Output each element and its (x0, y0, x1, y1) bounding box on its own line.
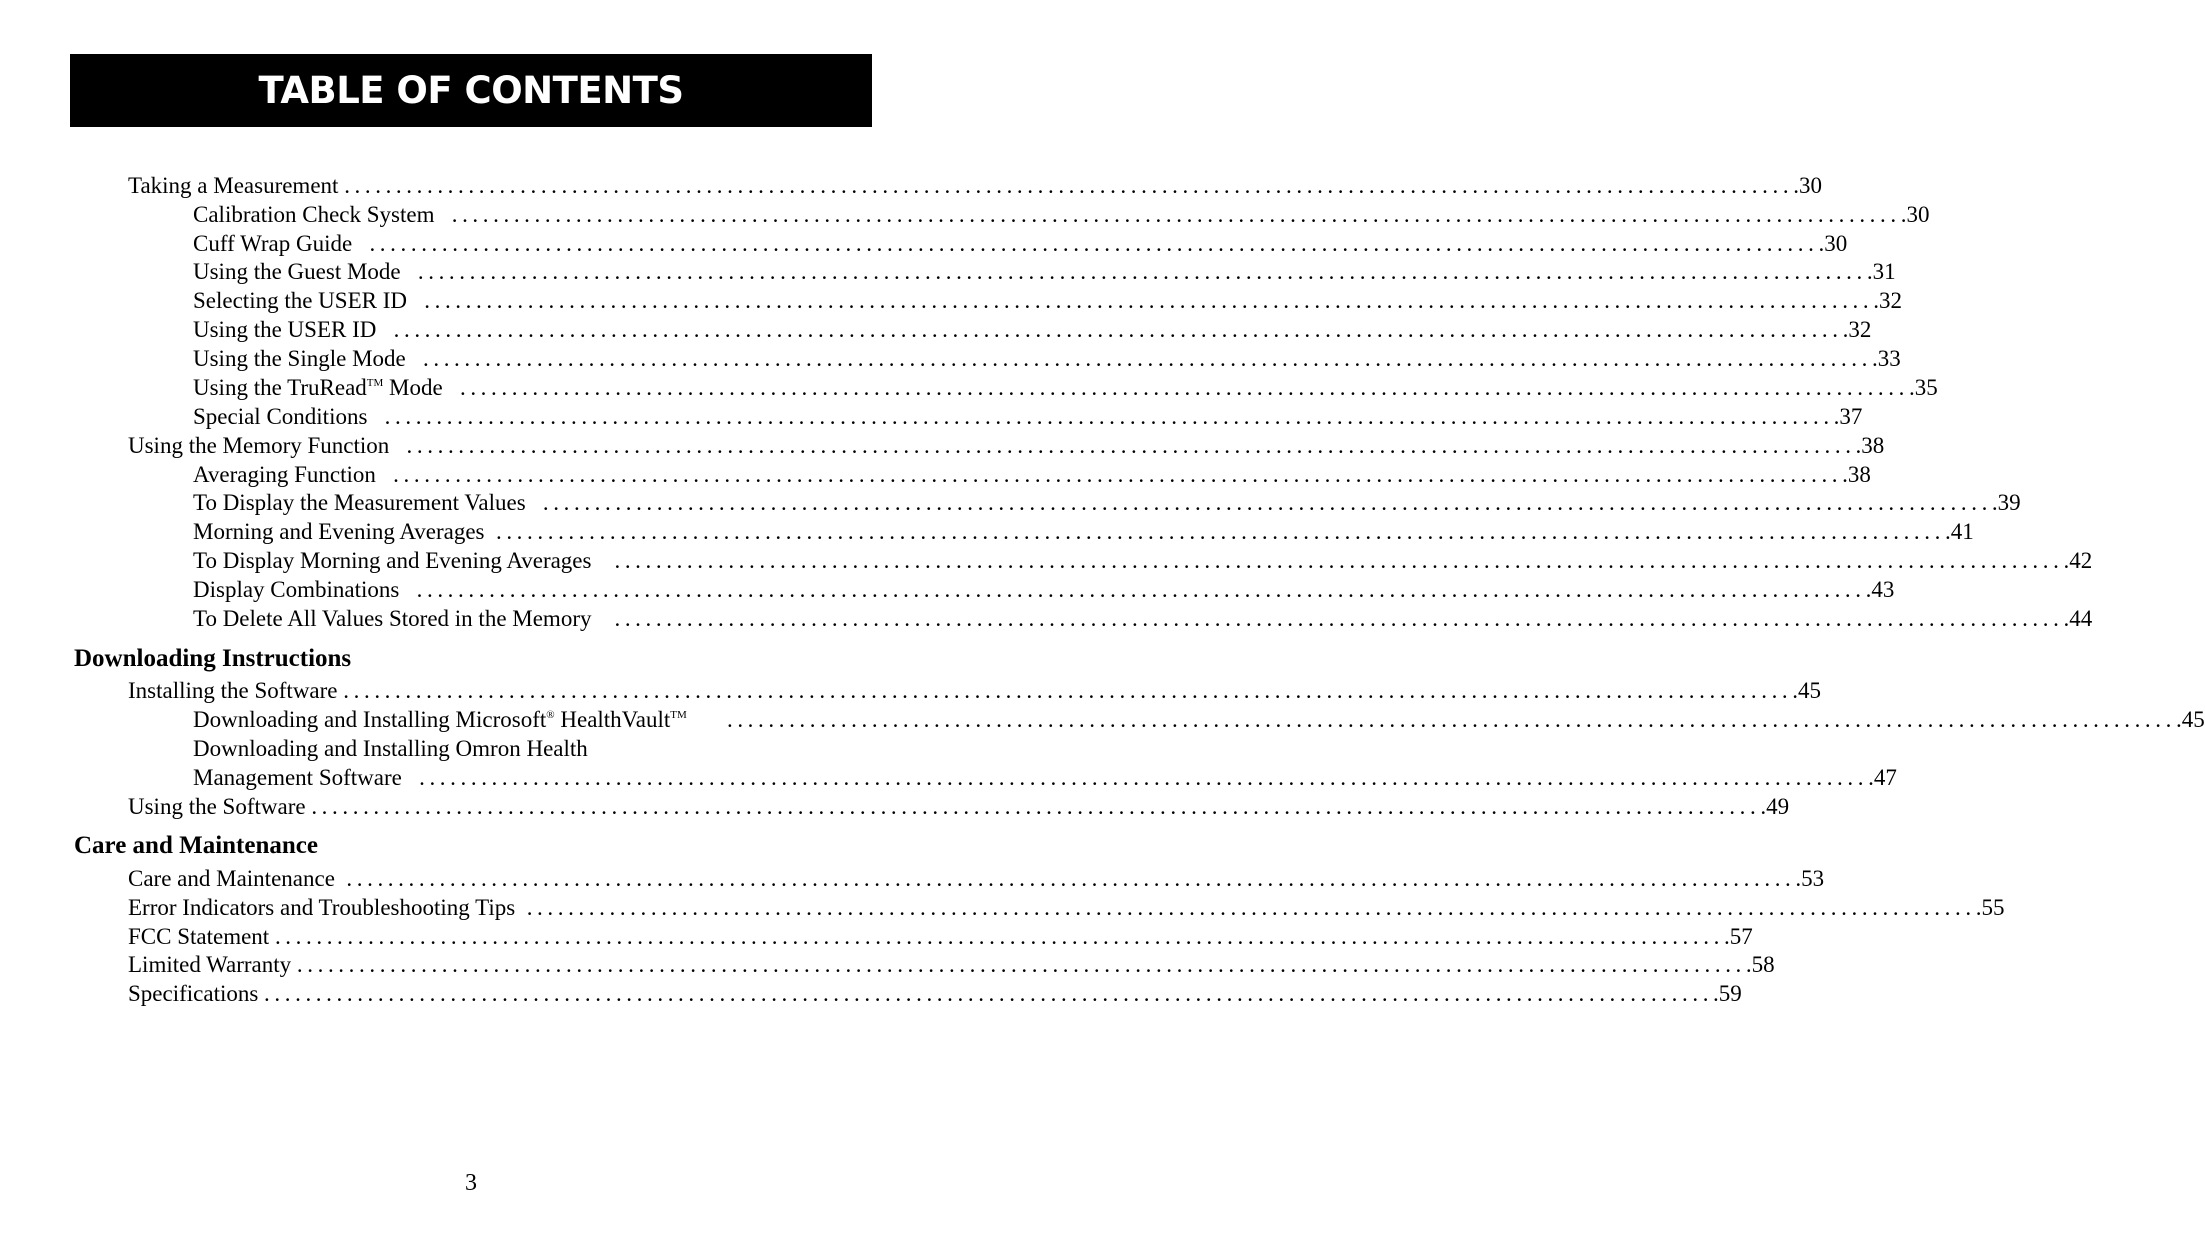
toc-page-number: .49 (1760, 794, 1790, 819)
dot-leader: ............................................................................................................................................ (393, 317, 1843, 342)
toc-entry: Special Conditions ............................................................................................................................................ .37 (193, 404, 1863, 429)
toc-page-number: .35 (1908, 375, 1938, 400)
toc-entry: Morning and Evening Averages ............................................................................................................................................ .41 (193, 519, 1974, 544)
dot-leader: ............................................................................................................................................ (526, 895, 1976, 920)
dot-leader: ............................................................................................................................................ (384, 404, 1834, 429)
title-banner (70, 54, 872, 127)
dot-leader: ............................................................................................................................................ (424, 288, 1874, 313)
dot-leader: ............................................................................................................................................ (451, 202, 1901, 227)
section-heading-downloading: Downloading Instructions (74, 645, 352, 672)
dot-leader: ............................................................................................................................................ (459, 375, 1909, 400)
registered-mark: ® (546, 709, 555, 721)
toc-entry: Installing the Software ............................................................................................................................................ .45 (128, 678, 1822, 703)
dot-leader: ............................................................................................................................................ (406, 433, 1856, 458)
dot-leader: ............................................................................................................................................ (423, 346, 1872, 371)
toc-page-number: .57 (1723, 924, 1753, 949)
toc-page-number: .39 (1991, 490, 2021, 515)
toc-page-number: .37 (1833, 404, 1863, 429)
toc-page-number: .32 (1842, 317, 1872, 342)
toc-entry: Downloading and Installing Microsoft® HealthVault™ ............................................................................................................................................ .45 (193, 707, 2205, 732)
dot-leader: ............................................................................................................................................ (264, 981, 1714, 1006)
toc-page-number: .41 (1944, 519, 1974, 544)
dot-leader: ............................................................................................................................................ (311, 794, 1761, 819)
toc-entry: Using the Software ............................................................................................................................................ .49 (128, 794, 1790, 819)
dot-leader: ............................................................................................................................................ (343, 678, 1793, 703)
dot-leader: ............................................................................................................................................ (614, 606, 2064, 631)
toc-page-number: .55 (1975, 895, 2005, 920)
toc-entry: Error Indicators and Troubleshooting Tips ............................................................................................................................................ .55 (128, 895, 2005, 920)
dot-leader: ............................................................................................................................................ (614, 548, 2064, 573)
dot-leader: ............................................................................................................................................ (542, 490, 1992, 515)
toc-page-number: .30 (1793, 173, 1822, 198)
toc-page-number: .31 (1866, 259, 1896, 284)
toc-page-number: .58 (1745, 952, 1775, 977)
toc-page-number: .43 (1865, 577, 1895, 602)
dot-leader: ............................................................................................................................................ (417, 259, 1867, 284)
toc-entry: Using the TruRead™ Mode ............................................................................................................................................ .35 (193, 375, 1938, 400)
dot-leader: ............................................................................................................................................ (393, 462, 1843, 487)
toc-entry: Calibration Check System ............................................................................................................................................ .30 (193, 202, 1930, 227)
toc-entry: Specifications ............................................................................................................................................ .59 (128, 981, 1742, 1006)
dot-leader: ............................................................................................................................................ (346, 866, 1796, 891)
toc-entry: Averaging Function ............................................................................................................................................ .38 (193, 462, 1871, 487)
dot-leader: ............................................................................................................................................ (274, 924, 1724, 949)
toc-page-number: .30 (1818, 231, 1848, 256)
toc-page-number: .30 (1900, 202, 1930, 227)
toc-page-number: .45 (2175, 707, 2205, 732)
page-number: 3 (465, 1170, 477, 1196)
toc-entry: Taking a Measurement ............................................................................................................................................ .30 (128, 173, 1822, 198)
section-heading-care: Care and Maintenance (74, 832, 318, 859)
toc-entry: Using the USER ID ............................................................................................................................................ .32 (193, 317, 1872, 342)
toc-page-number: .53 (1795, 866, 1825, 891)
trademark-mark: TM (670, 709, 687, 721)
toc-entry: Management Software ............................................................................................................................................ .47 (193, 765, 1897, 790)
page-title: TABLE OF CONTENTS (258, 69, 684, 112)
dot-leader: ............................................................................................................................................ (369, 231, 1819, 256)
toc-entry: Display Combinations ............................................................................................................................................ .43 (193, 577, 1895, 602)
toc-page-number: .59 (1713, 981, 1742, 1006)
dot-leader: ............................................................................................................................................ (296, 952, 1746, 977)
toc-page-number: .42 (2063, 548, 2093, 573)
dot-leader: ............................................................................................................................................ (419, 765, 1869, 790)
toc-page-number: .32 (1873, 288, 1902, 313)
toc-entry: To Delete All Values Stored in the Memory ............................................................................................................................................ .44 (193, 606, 2093, 631)
toc-page-number: .44 (2063, 606, 2093, 631)
toc-page-number: .38 (1855, 433, 1885, 458)
toc-page-number: .47 (1868, 765, 1897, 790)
toc-entry: Cuff Wrap Guide ............................................................................................................................................ .30 (193, 231, 1848, 256)
dot-leader: ............................................................................................................................................ (495, 519, 1945, 544)
toc-page-number: .38 (1842, 462, 1871, 487)
toc-entry: Using the Guest Mode ............................................................................................................................................ .31 (193, 259, 1896, 284)
dot-leader: ............................................................................................................................................ (344, 173, 1794, 198)
toc-entry: Limited Warranty ............................................................................................................................................ .58 (128, 952, 1775, 977)
toc-page-number: .33 (1872, 346, 1901, 371)
toc-entry: Selecting the USER ID ............................................................................................................................................ .32 (193, 288, 1902, 313)
toc-entry: To Display Morning and Evening Averages ............................................................................................................................................ .42 (193, 548, 2093, 573)
toc-page-number: .45 (1792, 678, 1822, 703)
trademark-mark: TM (366, 377, 384, 389)
toc-entry: Using the Single Mode ............................................................................................................................................ .33 (193, 346, 1901, 371)
toc-entry: Care and Maintenance ............................................................................................................................................ .53 (128, 866, 1825, 891)
dot-leader: ............................................................................................................................................ (416, 577, 1866, 602)
toc-entry: FCC Statement ............................................................................................................................................ .57 (128, 924, 1753, 949)
toc-entry: To Display the Measurement Values ............................................................................................................................................ .39 (193, 490, 2021, 515)
toc-entry-continued: Downloading and Installing Omron Health (193, 736, 588, 761)
toc-entry: Using the Memory Function ............................................................................................................................................ .38 (128, 433, 1885, 458)
dot-leader: ............................................................................................................................................ (726, 707, 2176, 732)
